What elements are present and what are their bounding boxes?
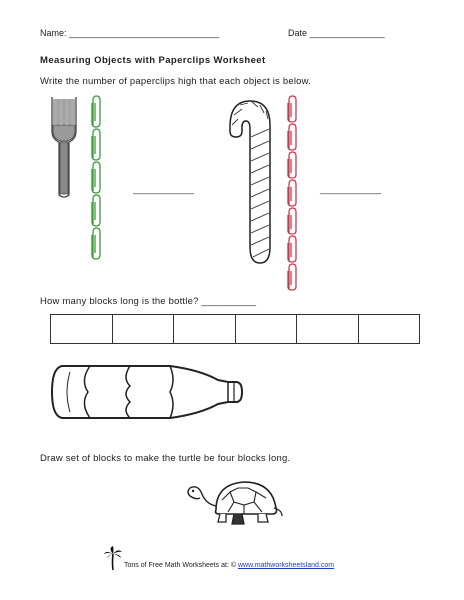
footer: [124, 562, 334, 569]
paperclip-icon: [92, 195, 100, 226]
answer-blank-candy-cane[interactable]: _______________: [320, 184, 381, 194]
instruction-paperclips: Write the number of paperclips high that each object is below.: [40, 76, 311, 87]
answer-blank-fork[interactable]: _______________: [133, 184, 194, 194]
paperclip-icon: [288, 264, 296, 290]
measuring-block: [51, 315, 113, 343]
turtle-icon: [186, 474, 286, 526]
footer-text: Tons of Free Math Worksheets at: ©: [124, 562, 237, 569]
name-field[interactable]: Name: ______________________________: [40, 28, 220, 38]
paperclip-icon: [288, 124, 296, 150]
bottle-icon: [50, 360, 245, 424]
measuring-block: [297, 315, 359, 343]
red-paperclip-column: [285, 95, 299, 293]
footer-link[interactable]: www.mathworksheetsland.com: [237, 562, 335, 569]
green-paperclip-column: [89, 95, 103, 260]
paperclip-icon: [92, 96, 100, 127]
measuring-block: [174, 315, 236, 343]
header-row: [40, 28, 424, 42]
instruction-turtle: Draw set of blocks to make the turtle be four blocks long.: [40, 453, 291, 464]
fork-icon: [46, 95, 82, 199]
paperclip-icon: [288, 180, 296, 206]
paperclip-icon: [288, 96, 296, 122]
paperclip-icon: [288, 152, 296, 178]
palm-tree-icon: [104, 546, 122, 570]
paperclip-icon: [288, 236, 296, 262]
paperclip-icon: [288, 208, 296, 234]
candy-cane-icon: [224, 97, 274, 267]
paperclip-icon: [92, 129, 100, 160]
paperclip-icon: [92, 162, 100, 193]
date-field[interactable]: Date _______________: [288, 28, 385, 38]
question-bottle: How many blocks long is the bottle? __________: [40, 296, 257, 307]
measuring-block: [236, 315, 298, 343]
measuring-block: [113, 315, 175, 343]
worksheet-title: Measuring Objects with Paperclips Worksheet: [40, 55, 266, 66]
measuring-blocks: [50, 314, 420, 344]
measuring-block: [359, 315, 420, 343]
paperclip-icon: [92, 228, 100, 259]
